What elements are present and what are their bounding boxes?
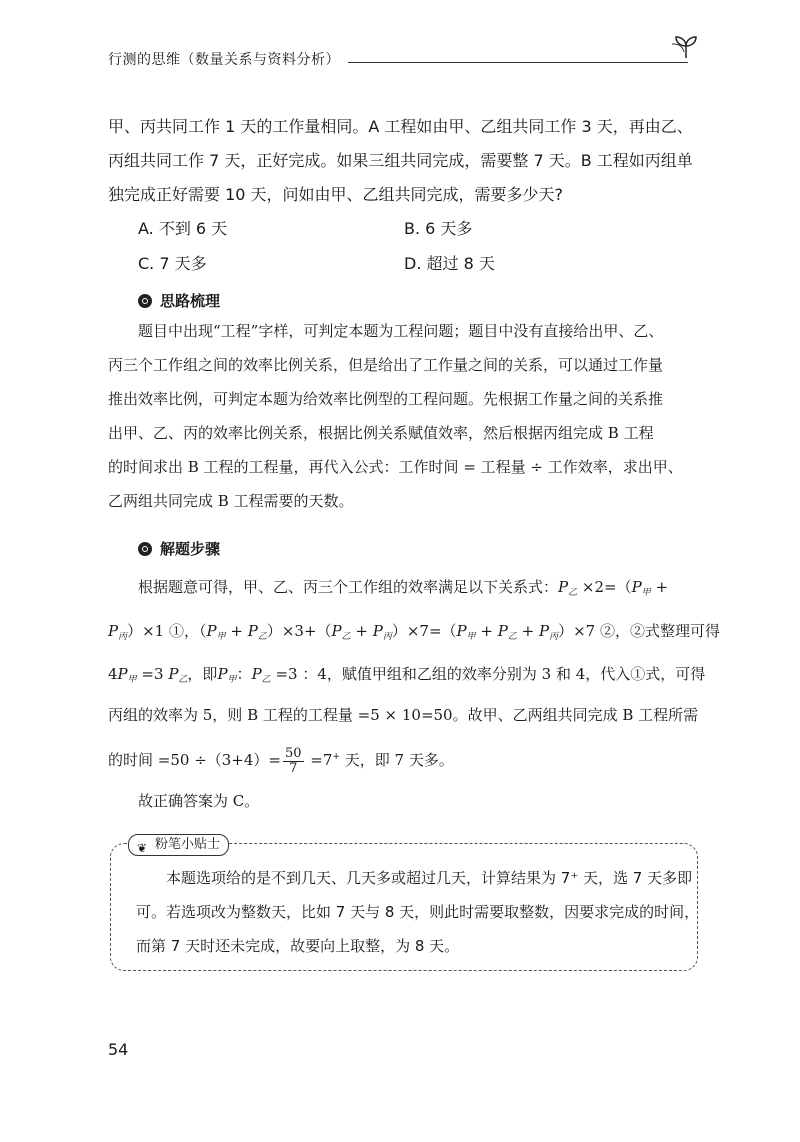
- pencil-icon: [138, 542, 152, 556]
- steps-line-3: $4P_甲 =3$ $P_乙$，即$P_甲$：$P_乙 =3$ ：4，赋值甲组和乙组的效率分别为 3 和 4，代入①式，可得: [108, 665, 706, 685]
- steps-line-1: 根据题意可得，甲、乙、丙三个工作组的效率满足以下关系式：$P_乙 \times 2=(P_甲$ +: [138, 578, 669, 598]
- analysis-line-5: 的时间求出 B 工程的工程量，再代入公式：工作时间 = 工程量 ÷ 工作效率，求出甲、: [108, 458, 683, 476]
- header-rule: [348, 62, 688, 63]
- section-heading-steps: [138, 538, 220, 560]
- option-c: C. 7 天多: [138, 254, 207, 273]
- header-title: 行测的思维（数量关系与资料分析）: [108, 52, 340, 68]
- tip-label: [128, 834, 229, 856]
- analysis-line-6: 乙两组共同完成 B 工程需要的天数。: [108, 492, 354, 510]
- running-header: [108, 50, 708, 74]
- tip-line-1: 本题选项给的是不到几天、几天多或超过几天，计算结果为 7⁺ 天，选 7 天多即: [166, 869, 693, 887]
- lightbulb-icon: [138, 294, 152, 308]
- section-heading-analysis: [138, 290, 220, 312]
- sprout-icon: ❦: [137, 841, 148, 855]
- option-d: D. 超过 8 天: [404, 254, 495, 273]
- page-number: 54: [108, 1040, 129, 1059]
- steps-line-2: $P_丙)\times 1$ ①，$(P_甲 + P_乙)\times 3+(P_乙 + P_丙)\times 7=(P_甲 + P_乙 + P_丙)\times 7$ ②，②式整理可得: [108, 622, 720, 642]
- sprout-icon: [672, 32, 700, 60]
- tip-line-3: 而第 7 天时还未完成，故要向上取整，为 8 天。: [136, 937, 460, 955]
- section-title-analysis: 思路梳理: [160, 292, 221, 310]
- option-b: B. 6 天多: [404, 219, 473, 238]
- tip-line-2: 可。若选项改为整数天，比如 7 天与 8 天，则此时需要取整数，因要求完成的时间，: [136, 903, 700, 921]
- steps-line-4: 丙组的效率为 5，则 B 工程的工程量 =5 × 10=50。故甲、乙两组共同完成 B 工程所需: [108, 706, 699, 724]
- analysis-line-1: 题目中出现“工程”字样，可判定本题为工程问题；题目中没有直接给出甲、乙、: [138, 322, 664, 340]
- steps-line-5: 的时间 =50 ÷（3+4）= $\frac{50}{7}$ =7+ 天，即 7 天多。: [108, 745, 454, 776]
- analysis-line-3: 推出效率比例，可判定本题为给效率比例型的工程问题。先根据工作量之间的关系推: [108, 390, 664, 408]
- tip-label-text: 粉笔小贴士: [155, 837, 221, 852]
- question-line-3: 独完成正好需要 10 天，问如由甲、乙组共同完成，需要多少天?: [108, 185, 564, 204]
- question-line-2: 丙组共同工作 7 天，正好完成。如果三组共同完成，需要整 7 天。B 工程如丙组单: [108, 151, 693, 170]
- section-title-steps: 解题步骤: [160, 540, 221, 558]
- option-a: A. 不到 6 天: [138, 219, 228, 238]
- analysis-line-2: 丙三个工作组之间的效率比例关系，但是给出了工作量之间的关系，可以通过工作量: [108, 356, 664, 374]
- answer-line: 故正确答案为 C。: [138, 792, 260, 810]
- analysis-line-4: 出甲、乙、丙的效率比例关系，根据比例关系赋值效率，然后根据丙组完成 B 工程: [108, 424, 654, 442]
- fraction: $\frac{50}{7}$: [284, 745, 302, 776]
- question-line-1: 甲、丙共同工作 1 天的工作量相同。A 工程如由甲、乙组共同工作 3 天，再由乙、: [108, 117, 693, 136]
